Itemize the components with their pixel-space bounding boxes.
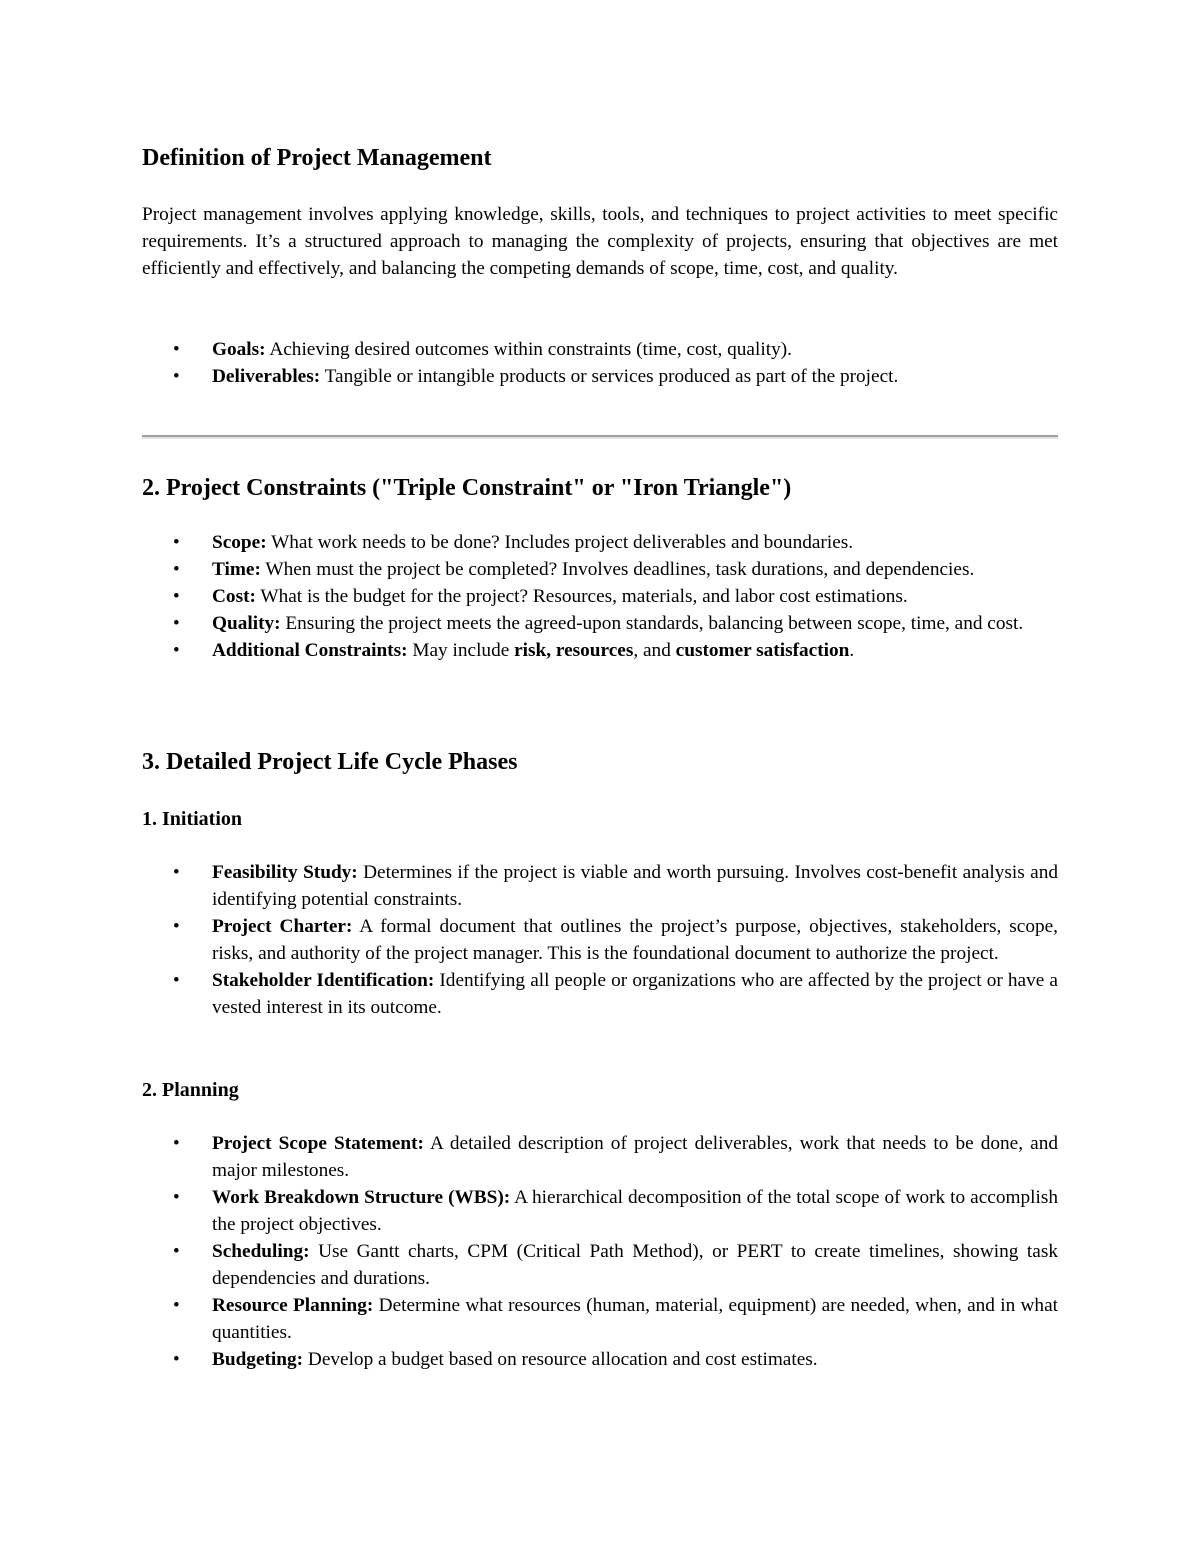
bullet-label: Additional Constraints: <box>212 640 408 661</box>
bullet-label: Goals: <box>212 339 266 360</box>
list-item <box>142 1184 1058 1238</box>
bullet-text: Identifying all people or organizations who are affected by the project or have a vested interest in its outcome. <box>212 970 1058 1018</box>
bullet-text: Tangible or intangible products or services produced as part of the project. <box>320 366 899 387</box>
list-item <box>142 967 1058 1021</box>
list-item <box>142 1292 1058 1346</box>
bullet-text-end: . <box>849 640 855 661</box>
bullet-icon: • <box>173 970 180 991</box>
bullet-label: Deliverables: <box>212 366 321 387</box>
bullet-icon: • <box>173 1295 180 1316</box>
list-item <box>142 859 1058 913</box>
bullet-text: A hierarchical decomposition of the total scope of work to accomplish the project objectives. <box>212 1187 1058 1235</box>
list-item <box>142 913 1058 967</box>
bullet-text-and: , and <box>633 640 676 661</box>
bullet-icon: • <box>173 916 180 937</box>
planning-heading: 2. Planning <box>142 1079 239 1101</box>
bullet-label: Work Breakdown Structure (WBS): <box>212 1187 511 1208</box>
list-item <box>142 529 1058 556</box>
constraints-bullet-list <box>142 529 1058 664</box>
bullet-text: A formal document that outlines the project’s purpose, objectives, stakeholders, scope, risks, and authority of the project manager. This is the foundational document to authorize the project. <box>212 916 1059 964</box>
list-item <box>142 556 1058 583</box>
bullet-text: When must the project be completed? Involves deadlines, task durations, and dependencies. <box>260 559 975 580</box>
bullet-text: Determine what resources (human, material, equipment) are needed, when, and in what quantities. <box>212 1295 1058 1343</box>
bullet-label: Cost: <box>212 586 256 607</box>
list-item <box>142 1238 1058 1292</box>
list-item <box>142 1346 1058 1373</box>
bullet-icon: • <box>173 862 180 883</box>
emphasis-resources: resources <box>555 640 634 661</box>
bullet-text: What work needs to be done? Includes project deliverables and boundaries. <box>266 532 854 553</box>
bullet-icon: • <box>173 339 180 360</box>
bullet-icon: • <box>173 1241 180 1262</box>
bullet-text: What is the budget for the project? Resources, materials, and labor cost estimations. <box>255 586 908 607</box>
bullet-icon: • <box>173 613 180 634</box>
bullet-label: Project Scope Statement: <box>212 1133 424 1154</box>
bullet-text: A detailed description of project deliverables, work that needs to be done, and major milestones. <box>212 1133 1058 1181</box>
bullet-icon: • <box>173 586 180 607</box>
bullet-icon: • <box>173 1187 180 1208</box>
list-item <box>142 363 1058 390</box>
constraints-heading: 2. Project Constraints ("Triple Constraint" or "Iron Triangle") <box>142 475 792 501</box>
bullet-text: Use Gantt charts, CPM (Critical Path Method), or PERT to create timelines, showing task dependencies and durations. <box>212 1241 1058 1289</box>
bullet-icon: • <box>173 366 180 387</box>
bullet-text: May include <box>407 640 515 661</box>
lifecycle-heading: 3. Detailed Project Life Cycle Phases <box>142 749 518 775</box>
emphasis-risk: risk <box>514 640 547 661</box>
bullet-label: Feasibility Study: <box>212 862 358 883</box>
initiation-heading: 1. Initiation <box>142 808 243 830</box>
list-item <box>142 1130 1058 1184</box>
bullet-icon: • <box>173 532 180 553</box>
bullet-icon: • <box>173 559 180 580</box>
bullet-label: Budgeting: <box>212 1349 304 1370</box>
planning-bullet-list <box>142 1130 1058 1373</box>
list-item <box>142 610 1058 637</box>
definition-heading: Definition of Project Management <box>142 145 492 171</box>
bullet-text: Achieving desired outcomes within constraints (time, cost, quality). <box>265 339 792 360</box>
bullet-label: Time: <box>212 559 261 580</box>
bullet-label: Resource Planning: <box>212 1295 374 1316</box>
bullet-label: Scheduling: <box>212 1241 310 1262</box>
bullet-icon: • <box>173 1349 180 1370</box>
emphasis-comma: , <box>546 640 556 661</box>
bullet-text: Ensuring the project meets the agreed-upon standards, balancing between scope, time, and cost. <box>280 613 1024 634</box>
bullet-label: Scope: <box>212 532 267 553</box>
bullet-label: Project Charter: <box>212 916 353 937</box>
bullet-icon: • <box>173 1133 180 1154</box>
horizontal-divider <box>142 435 1058 439</box>
bullet-icon: • <box>173 640 180 661</box>
bullet-text: Determines if the project is viable and worth pursuing. Involves cost-benefit analysis and identifying potential constraints. <box>212 862 1058 910</box>
initiation-bullet-list <box>142 859 1058 1021</box>
emphasis-customer-satisfaction: customer satisfaction <box>675 640 850 661</box>
list-item <box>142 637 1058 664</box>
bullet-text: Develop a budget based on resource allocation and cost estimates. <box>303 1349 818 1370</box>
bullet-label: Quality: <box>212 613 281 634</box>
definition-bullet-list <box>142 336 1058 390</box>
list-item <box>142 583 1058 610</box>
list-item <box>142 336 1058 363</box>
definition-paragraph: Project management involves applying knowledge, skills, tools, and techniques to project activities to meet specific requirements. It’s a structured approach to managing the complexity of projects, ensuring that objectives are met efficiently and effectively, and balancing the competing demands of scope, time, cost, and quality. <box>142 204 1058 279</box>
bullet-label: Stakeholder Identification: <box>212 970 435 991</box>
